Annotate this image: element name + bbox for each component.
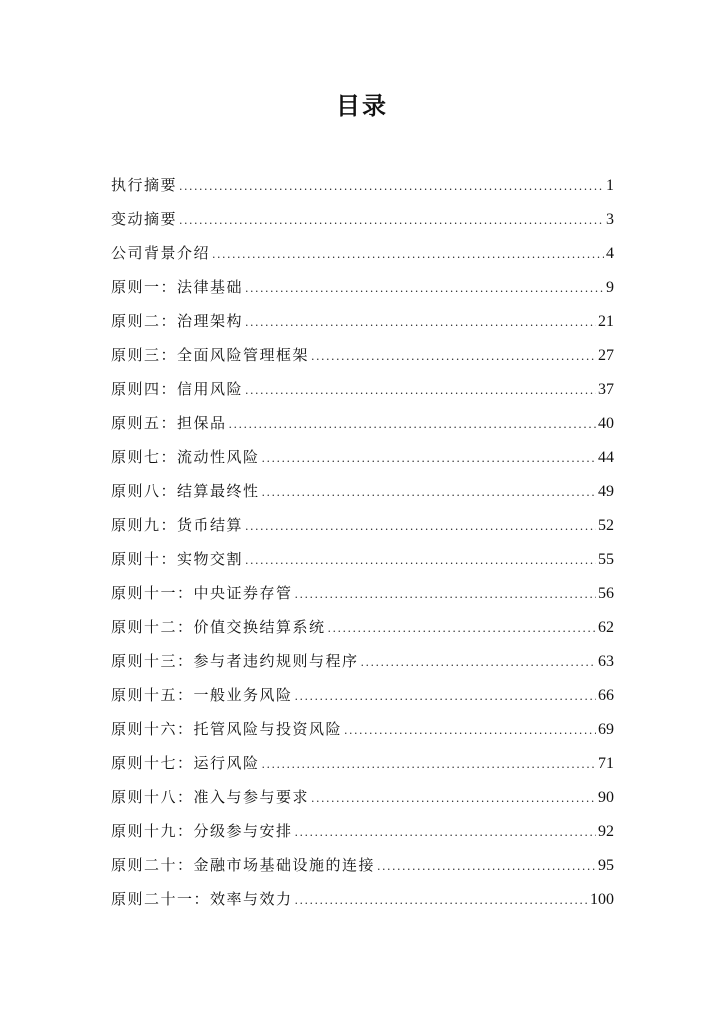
toc-dot-leader bbox=[179, 204, 604, 238]
toc-entry[interactable] bbox=[111, 372, 614, 406]
toc-entry-page-number: 37 bbox=[598, 381, 614, 398]
toc-entry-page-number: 49 bbox=[598, 483, 614, 500]
toc-entry-label: 变动摘要 bbox=[111, 210, 178, 228]
toc-entry[interactable] bbox=[111, 678, 614, 712]
toc-dot-leader bbox=[245, 272, 604, 306]
toc-dot-leader bbox=[295, 816, 596, 850]
toc-entry-label: 原则十八：准入与参与要求 bbox=[111, 788, 310, 806]
toc-entry-page-number: 100 bbox=[590, 891, 614, 908]
toc-entry-label: 原则十二：价值交换结算系统 bbox=[111, 618, 326, 636]
toc-entry[interactable] bbox=[111, 168, 614, 202]
toc-dot-leader bbox=[295, 884, 588, 918]
toc-entry-label: 原则十一：中央证券存管 bbox=[111, 584, 293, 602]
toc-dot-leader bbox=[262, 748, 596, 782]
toc-entry-page-number: 63 bbox=[598, 653, 614, 670]
toc-entry-page-number: 27 bbox=[598, 347, 614, 364]
toc-entry-page-number: 3 bbox=[606, 211, 614, 228]
toc-entry-label: 原则九：货币结算 bbox=[111, 516, 244, 534]
toc-entry-label: 原则十九：分级参与安排 bbox=[111, 822, 293, 840]
toc-entry-label: 原则十三：参与者违约规则与程序 bbox=[111, 652, 359, 670]
toc-entry-page-number: 62 bbox=[598, 619, 614, 636]
toc-entry-page-number: 66 bbox=[598, 687, 614, 704]
toc-entry-label: 原则十五：一般业务风险 bbox=[111, 686, 293, 704]
toc-entry-label: 原则四：信用风险 bbox=[111, 380, 244, 398]
toc-dot-leader bbox=[245, 544, 596, 578]
toc-entry-page-number: 56 bbox=[598, 585, 614, 602]
toc-entry-page-number: 90 bbox=[598, 789, 614, 806]
toc-entry-label: 公司背景介绍 bbox=[111, 244, 211, 262]
toc-entry-page-number: 21 bbox=[598, 313, 614, 330]
toc-dot-leader bbox=[361, 646, 596, 680]
table-of-contents bbox=[111, 168, 614, 916]
toc-dot-leader bbox=[229, 408, 596, 442]
toc-entry[interactable] bbox=[111, 236, 614, 270]
toc-dot-leader bbox=[295, 680, 596, 714]
toc-dot-leader bbox=[245, 510, 596, 544]
toc-entry-page-number: 9 bbox=[606, 279, 614, 296]
toc-entry-page-number: 40 bbox=[598, 415, 614, 432]
toc-entry[interactable] bbox=[111, 780, 614, 814]
toc-entry-label: 原则三：全面风险管理框架 bbox=[111, 346, 310, 364]
toc-entry-page-number: 92 bbox=[598, 823, 614, 840]
toc-dot-leader bbox=[179, 170, 604, 204]
toc-entry-label: 原则七：流动性风险 bbox=[111, 448, 260, 466]
toc-dot-leader bbox=[377, 850, 596, 884]
toc-entry-page-number: 1 bbox=[606, 177, 614, 194]
toc-entry[interactable] bbox=[111, 440, 614, 474]
toc-entry-label: 原则二十：金融市场基础设施的连接 bbox=[111, 856, 376, 874]
toc-dot-leader bbox=[295, 578, 596, 612]
toc-dot-leader bbox=[245, 306, 596, 340]
toc-entry[interactable] bbox=[111, 542, 614, 576]
toc-entry-page-number: 71 bbox=[598, 755, 614, 772]
toc-entry-label: 原则十六：托管风险与投资风险 bbox=[111, 720, 343, 738]
toc-entry-label: 原则二：治理架构 bbox=[111, 312, 244, 330]
toc-entry-page-number: 52 bbox=[598, 517, 614, 534]
toc-dot-leader bbox=[212, 238, 604, 272]
toc-entry-label: 原则二十一：效率与效力 bbox=[111, 890, 293, 908]
toc-dot-leader bbox=[344, 714, 596, 748]
toc-entry[interactable] bbox=[111, 848, 614, 882]
toc-entry[interactable] bbox=[111, 270, 614, 304]
toc-entry-label: 原则十七：运行风险 bbox=[111, 754, 260, 772]
toc-entry-page-number: 4 bbox=[606, 245, 614, 262]
toc-entry-page-number: 44 bbox=[598, 449, 614, 466]
toc-entry-label: 原则十：实物交割 bbox=[111, 550, 244, 568]
toc-dot-leader bbox=[311, 340, 596, 374]
toc-entry[interactable] bbox=[111, 882, 614, 916]
toc-entry[interactable] bbox=[111, 338, 614, 372]
toc-entry[interactable] bbox=[111, 644, 614, 678]
toc-entry-label: 原则八：结算最终性 bbox=[111, 482, 260, 500]
toc-entry[interactable] bbox=[111, 202, 614, 236]
toc-dot-leader bbox=[311, 782, 596, 816]
page-title: 目录 bbox=[336, 91, 388, 120]
toc-dot-leader bbox=[262, 476, 596, 510]
toc-entry-page-number: 95 bbox=[598, 857, 614, 874]
toc-entry[interactable] bbox=[111, 746, 614, 780]
toc-entry-label: 执行摘要 bbox=[111, 176, 178, 194]
toc-dot-leader bbox=[262, 442, 596, 476]
toc-entry-label: 原则一：法律基础 bbox=[111, 278, 244, 296]
toc-entry-page-number: 55 bbox=[598, 551, 614, 568]
toc-entry[interactable] bbox=[111, 474, 614, 508]
toc-dot-leader bbox=[245, 374, 596, 408]
toc-entry[interactable] bbox=[111, 304, 614, 338]
toc-entry-label: 原则五：担保品 bbox=[111, 414, 227, 432]
toc-dot-leader bbox=[328, 612, 596, 646]
toc-entry[interactable] bbox=[111, 610, 614, 644]
toc-entry[interactable] bbox=[111, 814, 614, 848]
toc-entry[interactable] bbox=[111, 406, 614, 440]
toc-entry-page-number: 69 bbox=[598, 721, 614, 738]
toc-entry[interactable] bbox=[111, 576, 614, 610]
toc-entry[interactable] bbox=[111, 508, 614, 542]
toc-entry[interactable] bbox=[111, 712, 614, 746]
